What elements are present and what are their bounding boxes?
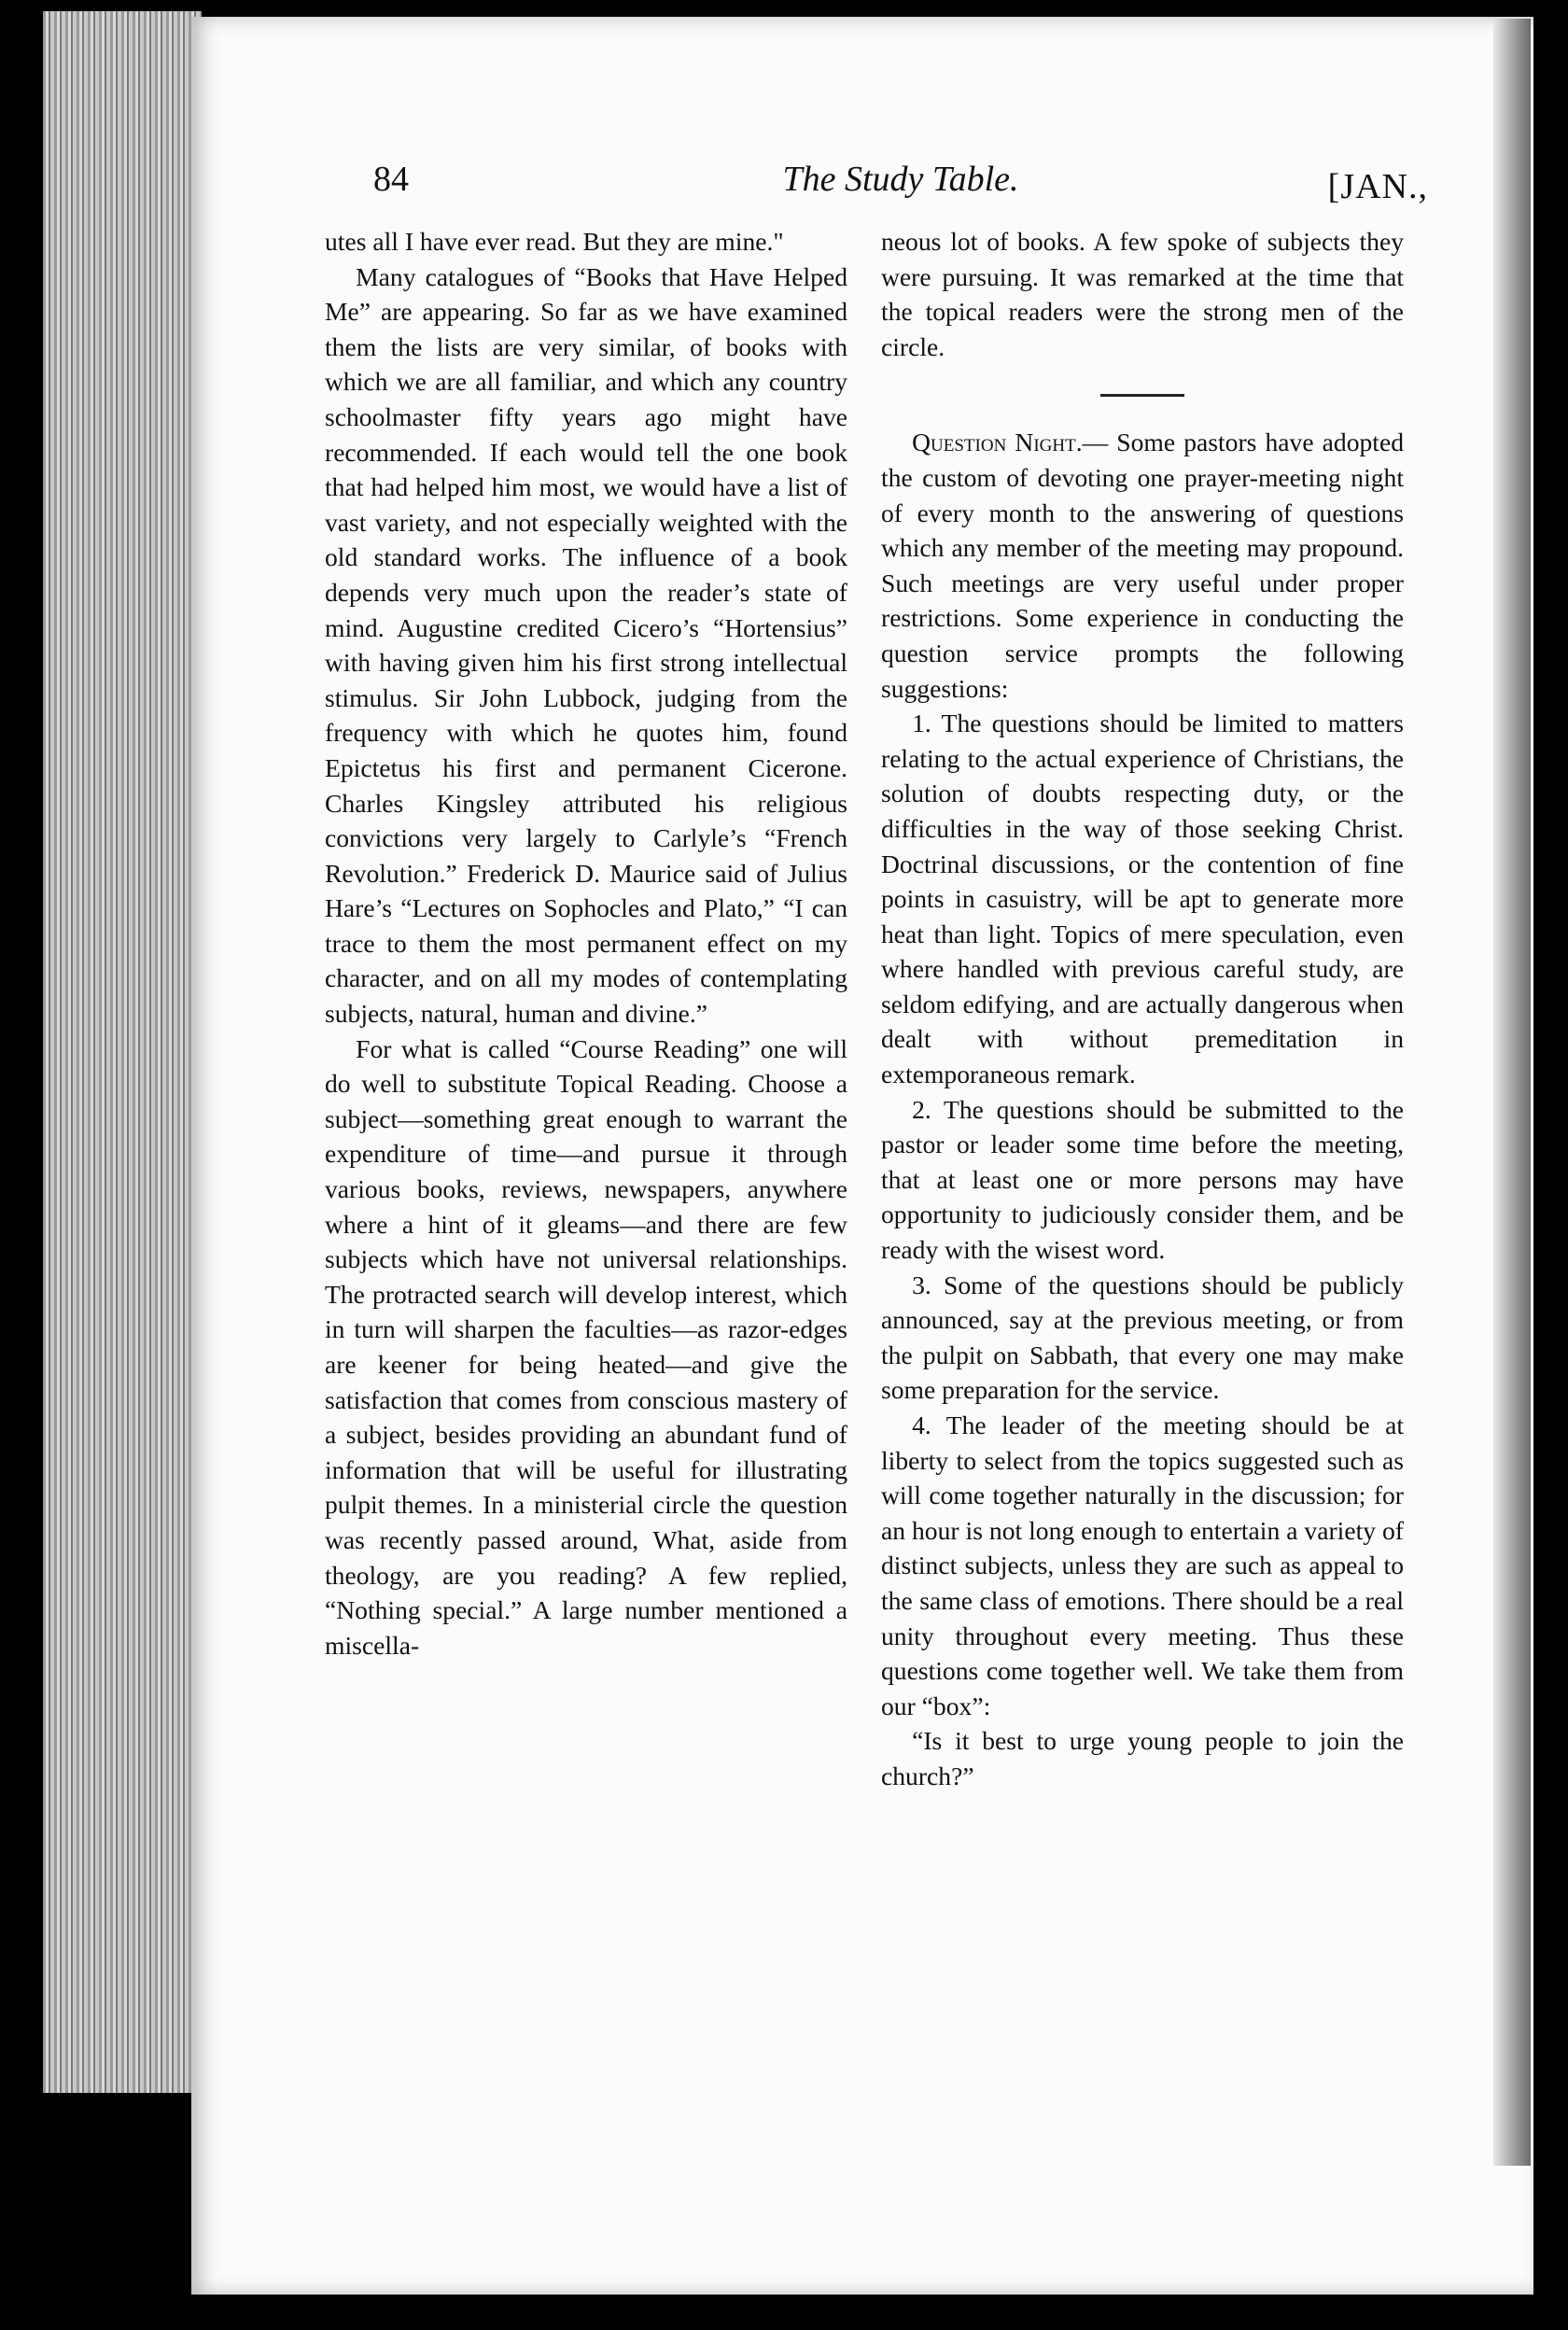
left-paragraph-3: For what is called “Course Reading” one will do well to substitute Topical Reading. Choose a subject—something great enough to warrant the expenditure of time—and pursue it through various books, reviews, newspapers, anywhere where a hint of it gleams—and there are few subjects which have not universal relationships. The protracted search will develop interest, which in turn will sharpen the faculties—as razor-edges are keener for being heated—and give the satisfaction that comes from conscious mastery of a subject, besides providing an abundant fund of information that will be useful for illustrating pulpit themes. In a ministerial circle the question was recently passed around, What, aside from theology, are you reading? A few replied, “Nothing special.” A large number mentioned a miscella- <box>325 1033 847 1660</box>
section-divider-rule <box>1100 394 1184 397</box>
section-heading: Question Night. <box>912 428 1083 457</box>
left-paragraph-1: utes all I have ever read. But they are mine." <box>325 227 784 256</box>
running-title: The Study Table. <box>782 160 1019 199</box>
right-column <box>881 224 1404 1794</box>
suggestion-item-3: 3. Some of the questions should be publicly announced, say at the previous meeting, or from the pulpit on Sabbath, that every one may make some preparation for the service. <box>881 1270 1404 1405</box>
page-header <box>373 147 1428 213</box>
issue-month-mark: [JAN., <box>1327 167 1428 206</box>
page-number: 84 <box>373 160 409 199</box>
box-question: “Is it best to urge young people to join the church?” <box>881 1726 1404 1790</box>
suggestion-item-1: 1. The questions should be limited to matters relating to the actual experience of Christians, the solution of doubts respecting duty, or the difficulties in the way of those seeking Christ. Doctrinal discussions, or the contention of fine points in casuistry, will be apt to generate more heat than light. Topics of mere speculation, even where handled with previous careful study, are seldom edifying, and are actually dangerous when dealt with without premeditation in extemporaneous remark. <box>881 709 1404 1089</box>
left-paragraph-2: Many catalogues of “Books that Have Helped Me” are appearing. So far as we have examined them the lists are very similar, of books with which we are all familiar, and which any country schoolmaster fifty years ago might have recommended. If each would tell the one book that had helped him most, we would have a list of vast variety, and not especially weighted with the old standard works. The influence of a book depends very much upon the reader’s state of mind. Augustine credited Cicero’s “Hortensius” with having given him his first strong intellectual stimulus. Sir John Lubbock, judging from the frequency with which he quotes him, found Epictetus his first and permanent Cicerone. Charles Kingsley attributed his religious convictions very largely to Carlyle’s “French Revolution.” Frederick D. Maurice said of Julius Hare’s “Lectures on Sophocles and Plato,” “I can trace to them the most permanent effect on my character, and on all my modes of contemplating subjects, natural, human and divine.” <box>325 261 847 1029</box>
suggestion-item-2: 2. The questions should be submitted to the pastor or leader some time before the meeting, that at least one or more persons may have opportunity to judiciously consider them, and be ready with the wisest word. <box>881 1094 1404 1265</box>
question-night-paragraph <box>881 425 1404 706</box>
left-column <box>325 224 847 1663</box>
suggestion-item-4: 4. The leader of the meeting should be at liberty to select from the topics suggested such as will come together naturally in the discussion; for an hour is not long enough to entertain a variety of distinct subjects, unless they are such as appeal to the same class of emotions. There should be a real unity throughout every meeting. Thus these questions come together well. We take them from our “box”: <box>881 1411 1404 1720</box>
page-fold-shadow <box>1493 19 1531 2166</box>
book-page-edges <box>43 11 202 2093</box>
section-intro: — Some pastors have adopted the custom of devoting one prayer-meeting night of every month to the answering of questions which any member of the meeting may propound. Such meetings are very useful under proper restrictions. Some experience in conducting the question service prompts the following suggestions: <box>881 428 1404 703</box>
right-continuation-paragraph: neous lot of books. A few spoke of subjects they were pursuing. It was remarked at the time that the topical readers were the strong men of the circle. <box>881 227 1404 361</box>
